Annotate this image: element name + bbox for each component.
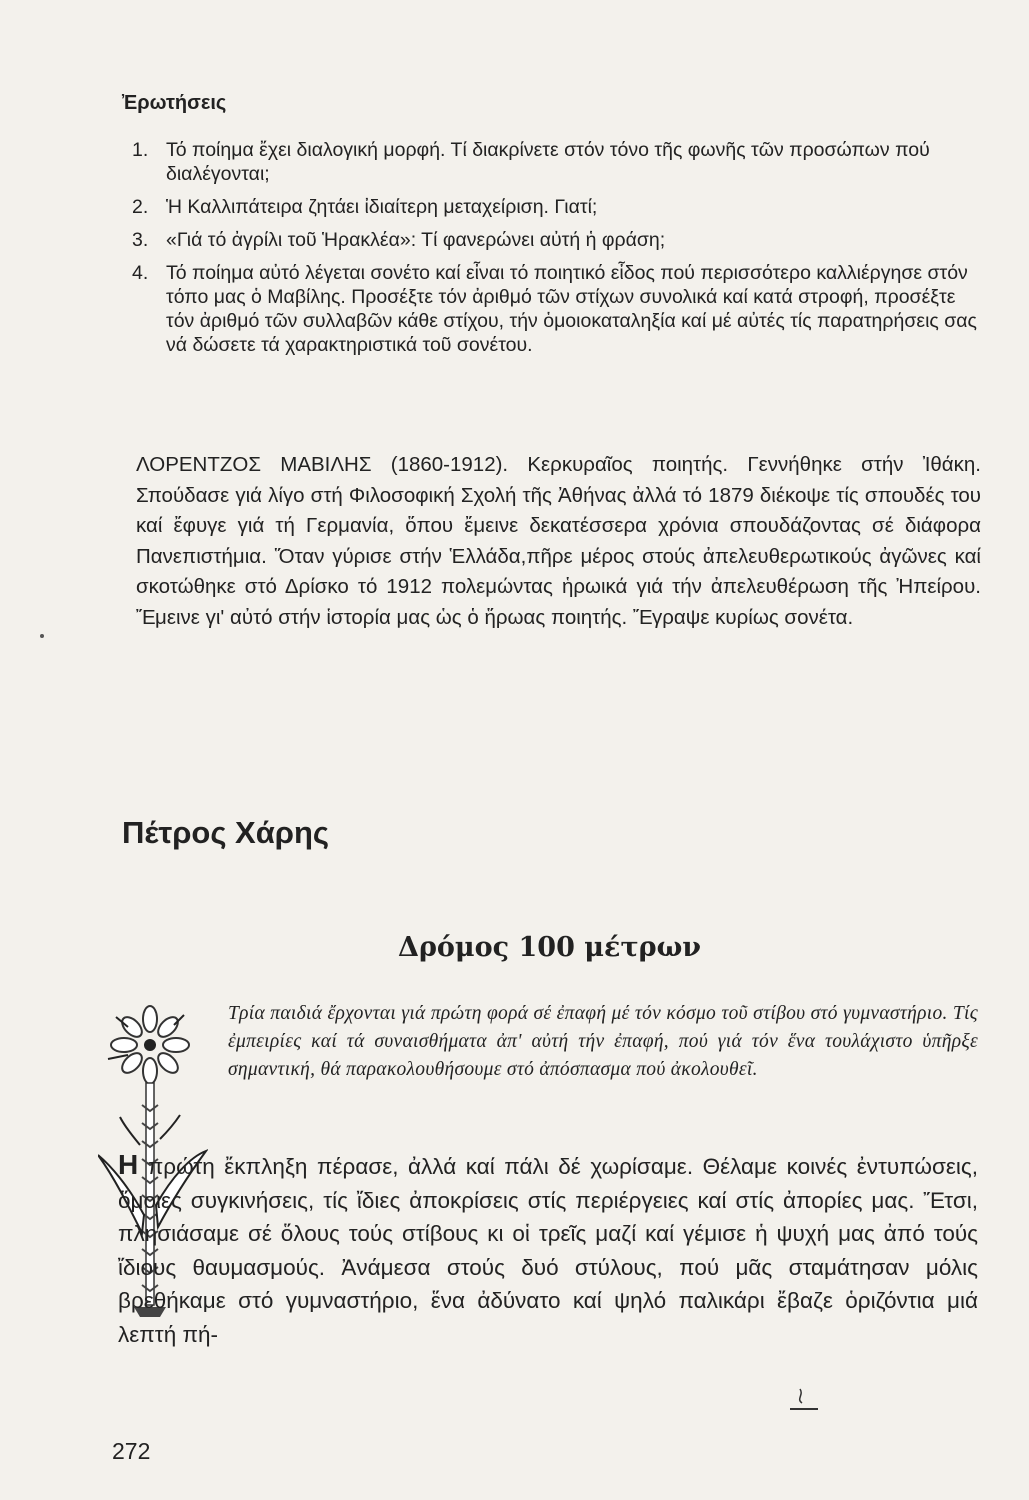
question-text: Τό ποίημα ἔχει διαλογική μορφή. Τί διακρίνετε στόν τόνο τῆς φωνῆς τῶν προσώπων πού διαλέγονται; xyxy=(166,139,930,185)
question-item xyxy=(132,195,982,219)
question-number: 2. xyxy=(132,196,149,218)
page-number: 272 xyxy=(112,1438,151,1464)
section-title: Δρόμος 100 μέτρων xyxy=(398,932,702,963)
section-intro: Τρία παιδιά ἔρχονται γιά πρώτη φορά σέ ἐπαφή μέ τόν κόσμο τοῦ στίβου στό γυμναστήριο. Τίς ἐμπειρίες καί τά συναισθήματα ἀπ' αὐτή τήν ἐπαφή, πού γιά τόν ἕνα τουλάχιστο ὑπῆρξε σημαντική, θά παρακολουθήσουμε στό ἀπόσπασμα πού ἀκολουθεῖ. xyxy=(228,1003,978,1080)
question-item xyxy=(132,138,982,186)
margin-dot xyxy=(40,634,44,638)
question-item xyxy=(132,261,982,357)
pencil-mark xyxy=(786,1385,826,1415)
section-author: Πέτρος Χάρης xyxy=(122,815,330,850)
question-number: 4. xyxy=(132,262,149,284)
question-item xyxy=(132,228,982,252)
questions-heading: Ἐρωτήσεις xyxy=(122,92,227,114)
question-number: 3. xyxy=(132,229,149,251)
questions-list xyxy=(132,138,982,366)
question-text: «Γιά τό ἀγρίλι τοῦ Ἡρακλέα»: Τί φανερώνει αὐτή ἡ φράση; xyxy=(166,229,666,251)
author-biography: ΛΟΡΕΝΤΖΟΣ ΜΑΒΙΛΗΣ (1860-1912). Κερκυραῖος ποιητής. Γεννήθηκε στήν Ἰθάκη. Σπούδασε γιά λίγο στή Φιλοσοφική Σχολή τῆς Ἀθήνας ἀλλά τό 1879 διέκοψε τίς σπουδές του καί ἔφυγε γιά τή Γερμανία, ὅπου ἔμεινε δεκατέσσερα χρόνια σπουδάζοντας σέ διάφορα Πανεπιστήμια. Ὅταν γύρισε στήν Ἑλλάδα,πῆρε μέρος στούς ἀπελευθερωτικούς ἀγῶνες καί σκοτώθηκε στό Δρίσκο τό 1912 πολεμώντας ἡρωικά γιά τήν ἀπελευθέρωση τῆς Ἠπείρου. Ἔμεινε γι' αὐτό στήν ἱστορία μας ὡς ὁ ἥρωας ποιητής. Ἔγραψε κυρίως σονέτα. xyxy=(136,453,981,629)
section-body xyxy=(118,1148,978,1351)
section-body-text: πρώτη ἔκπληξη πέρασε, ἀλλά καί πάλι δέ χωρίσαμε. Θέλαμε κοινές ἐντυπώσεις, ὅμοιες συγκινήσεις, τίς ἴδιες ἀποκρίσεις στίς περιέργειες καί στίς ἀπορίες μας. Ἔτσι, πλησιάσαμε σέ ὅλους τούς στίβους κι οἱ τρεῖς μαζί καί γέμισε ἡ ψυχή μας ἀπό τούς ἴδιους θαυμασμούς. Ἀνάμεσα στούς δυό στύλους, πού μᾶς σταμάτησαν μόλις βρεθήκαμε στό γυμναστήριο, ἕνα ἀδύνατο καί ψηλό παλικάρι ἔβαζε ὁριζόντια μιά λεπτή πή- xyxy=(118,1154,978,1347)
drop-cap: Η xyxy=(118,1149,139,1180)
question-text: Ἡ Καλλιπάτειρα ζητάει ἰδιαίτερη μεταχείριση. Γιατί; xyxy=(166,196,598,218)
question-text: Τό ποίημα αὐτό λέγεται σονέτο καί εἶναι τό ποιητικό εἶδος πού περισσότερο καλλιέργησε στόν τόπο μας ὁ Μαβίλης. Προσέξτε τόν ἀριθμό τῶν στίχων συνολικά καί κατά στροφή, προσέξτε τόν ἀριθμό τῶν συλλαβῶν κάθε στίχου, τήν ὁμοιοκαταληξία καί μέ αὐτές τίς παρατηρήσεις σας νά δώσετε τά χαρακτηριστικά τοῦ σονέτου. xyxy=(166,262,977,356)
question-number: 1. xyxy=(132,139,149,161)
